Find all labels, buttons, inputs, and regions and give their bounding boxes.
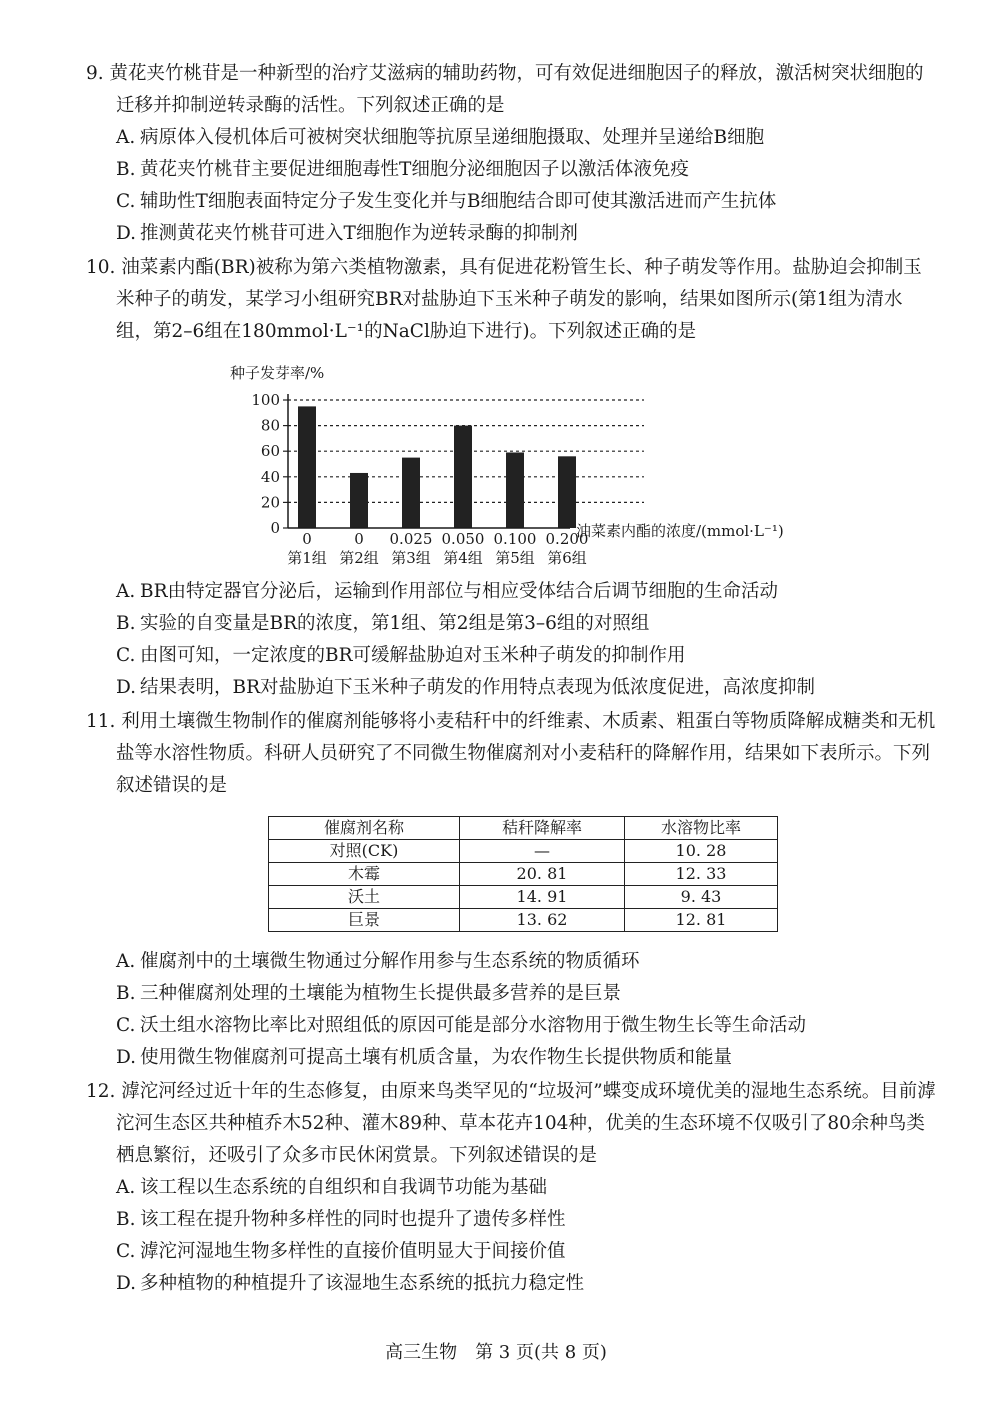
- chart-x-tick-label: 0.025: [389, 530, 433, 548]
- chart-y-tick-label: 80: [260, 416, 280, 435]
- germination-bar-chart: [218, 358, 858, 573]
- question-9: [86, 58, 936, 250]
- chart-group-label: 第2组: [339, 549, 379, 567]
- chart-y-tick-label: 20: [260, 493, 280, 512]
- chart-x-tick-label: 0: [302, 530, 312, 548]
- question-10: [86, 252, 936, 348]
- chart-x-ticks: [287, 530, 588, 567]
- question-10-option-c: C. 由图可知，一定浓度的BR可缓解盐胁迫对玉米种子萌发的抑制作用: [116, 645, 686, 666]
- table-cell: 巨景: [269, 909, 460, 932]
- question-12-stem: 12. 滹沱河经过近十年的生态修复，由原来鸟类罕见的“垃圾河”蝶变成环境优美的湿地生态系统。目前滹沱河生态区共种植乔木52种、灌木89种、草本花卉104种，优美的生态环境不仅吸引了80余种鸟类栖息繁衍，还吸引了众多市民休闲赏景。下列叙述错误的是: [86, 1081, 936, 1166]
- table-cell: 14. 91: [460, 886, 625, 909]
- chart-svg: [218, 358, 858, 573]
- question-12-option-b: B. 该工程在提升物种多样性的同时也提升了遗传多样性: [116, 1209, 566, 1230]
- question-10-option-a: A. BR由特定器官分泌后，运输到作用部位与相应受体结合后调节细胞的生命活动: [116, 581, 779, 602]
- chart-y-tick-label: 60: [260, 442, 280, 461]
- table-cell: 20. 81: [460, 863, 625, 886]
- chart-bar: [506, 452, 524, 528]
- question-12-option-c: C. 滹沱河湿地生物多样性的直接价值明显大于间接价值: [116, 1241, 566, 1262]
- question-11-option-c: C. 沃土组水溶物比率比对照组低的原因可能是部分水溶物用于微生物生长等生命活动: [116, 1015, 807, 1036]
- question-9-stem: 9. 黄花夹竹桃苷是一种新型的治疗艾滋病的辅助药物，可有效促进细胞因子的释放，激活树突状细胞的迁移并抑制逆转录酶的活性。下列叙述正确的是: [86, 63, 924, 116]
- table-header-cell: 水溶物比率: [625, 817, 778, 840]
- chart-group-label: 第6组: [547, 549, 587, 567]
- chart-group-label: 第5组: [495, 549, 535, 567]
- table-row: [269, 840, 778, 863]
- chart-y-tick-label: 0: [270, 519, 280, 537]
- chart-y-axis-label: 种子发芽率/%: [230, 364, 325, 382]
- question-12: [86, 1076, 936, 1300]
- question-10-option-b: B. 实验的自变量是BR的浓度，第1组、第2组是第3–6组的对照组: [116, 613, 650, 634]
- question-12-option-d: D. 多种植物的种植提升了该湿地生态系统的抵抗力稳定性: [116, 1273, 585, 1294]
- chart-x-tick-label: 0.050: [441, 530, 485, 548]
- question-9-option-c: C. 辅助性T细胞表面特定分子发生变化并与B细胞结合即可使其激活进而产生抗体: [116, 191, 777, 212]
- chart-y-tick-label: 100: [251, 391, 280, 409]
- question-9-option-d: D. 推测黄花夹竹桃苷可进入T细胞作为逆转录酶的抑制剂: [116, 223, 578, 244]
- table-cell: 12. 81: [625, 909, 778, 932]
- chart-bar: [558, 456, 576, 528]
- chart-group-label: 第4组: [443, 549, 483, 567]
- chart-bar: [350, 473, 368, 528]
- chart-group-label: 第3组: [391, 549, 431, 567]
- table-header-cell: 秸秆降解率: [460, 817, 625, 840]
- table-row: [269, 886, 778, 909]
- question-10-stem: 10. 油菜素内酯(BR)被称为第六类植物激素，具有促进花粉管生长、种子萌发等作用。盐胁迫会抑制玉米种子的萌发，某学习小组研究BR对盐胁迫下玉米种子萌发的影响，结果如图所示(第1组为清水组，第2–6组在180mmol·L⁻¹的NaCl胁迫下进行)。下列叙述正确的是: [86, 257, 922, 342]
- question-9-option-a: A. 病原体入侵机体后可被树突状细胞等抗原呈递细胞摄取、处理并呈递给B细胞: [116, 127, 765, 148]
- table-row: [269, 909, 778, 932]
- results-table: [268, 816, 778, 932]
- chart-bar: [298, 406, 316, 528]
- chart-bar: [402, 458, 420, 528]
- chart-x-tick-label: 0.100: [493, 530, 537, 548]
- question-12-option-a: A. 该工程以生态系统的自组织和自我调节功能为基础: [116, 1177, 548, 1198]
- question-11-stem: 11. 利用土壤微生物制作的催腐剂能够将小麦秸秆中的纤维素、木质素、粗蛋白等物质降解成糖类和无机盐等水溶性物质。科研人员研究了不同微生物催腐剂对小麦秸秆的降解作用，结果如下表所示。下列叙述错误的是: [86, 711, 936, 796]
- table-cell: 10. 28: [625, 840, 778, 863]
- table-cell: 13. 62: [460, 909, 625, 932]
- chart-y-tick-label: 40: [260, 467, 280, 486]
- chart-x-tick-label: 0: [354, 530, 364, 548]
- table-cell: 沃土: [269, 886, 460, 909]
- table-cell: —: [460, 840, 625, 863]
- chart-bar: [454, 426, 472, 528]
- question-10-option-d: D. 结果表明，BR对盐胁迫下玉米种子萌发的作用特点表现为低浓度促进，高浓度抑制: [116, 677, 816, 698]
- chart-x-axis-label: 油菜素内酯的浓度/(mmol·L⁻¹): [576, 522, 784, 540]
- table-cell: 对照(CK): [269, 840, 460, 863]
- table-header-row: [269, 817, 778, 840]
- table-cell: 木霉: [269, 863, 460, 886]
- table-cell: 12. 33: [625, 863, 778, 886]
- page-footer: 高三生物 第 3 页(共 8 页): [385, 1342, 607, 1363]
- chart-x-tick-label: 0.200: [545, 530, 589, 548]
- question-9-option-b: B. 黄花夹竹桃苷主要促进细胞毒性T细胞分泌细胞因子以激活体液免疫: [116, 159, 689, 180]
- chart-y-ticks: [251, 391, 288, 537]
- table-cell: 9. 43: [625, 886, 778, 909]
- table-row: [269, 863, 778, 886]
- chart-group-label: 第1组: [287, 549, 327, 567]
- table-header-cell: 催腐剂名称: [269, 817, 460, 840]
- question-11: [86, 706, 936, 802]
- question-11-option-b: B. 三种催腐剂处理的土壤能为植物生长提供最多营养的是巨景: [116, 983, 622, 1004]
- question-11-option-a: A. 催腐剂中的土壤微生物通过分解作用参与生态系统的物质循环: [116, 951, 640, 972]
- question-11-options: [86, 946, 936, 1074]
- decomposition-table: [268, 816, 778, 932]
- chart-bars: [298, 406, 576, 528]
- question-11-option-d: D. 使用微生物催腐剂可提高土壤有机质含量，为农作物生长提供物质和能量: [116, 1047, 733, 1068]
- question-10-options: [86, 576, 936, 704]
